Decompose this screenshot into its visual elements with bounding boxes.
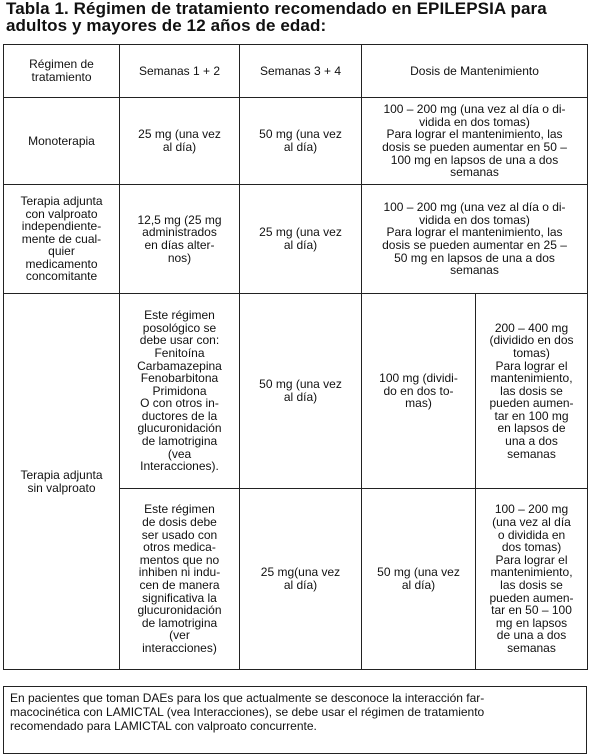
cell-text-line: al día) xyxy=(401,578,436,592)
cell-text xyxy=(7,469,116,494)
cell-text xyxy=(243,378,358,403)
cell-text-line: glucuronidación xyxy=(137,603,222,618)
footnote-line: macocinética con LAMICTAL (vea Interacciones), se debe usar el régimen de tratamiento xyxy=(10,705,485,719)
cell-maintenance xyxy=(362,185,588,294)
cell-text-line: (una vez al día xyxy=(492,515,571,530)
cell-text-line: significativa la xyxy=(142,590,217,605)
cell-text xyxy=(123,309,236,473)
cell-text-line: al día) xyxy=(283,390,318,404)
cell-text-line: dosis se pueden aumentar en 25 – xyxy=(382,238,567,252)
cell-text-line: inhiben ni indu- xyxy=(138,565,221,580)
cell-weeks-3-4 xyxy=(240,98,362,185)
cell-regimen xyxy=(4,294,120,670)
cell-text-line: tar en 100 mg xyxy=(494,408,569,423)
header-regimen-line: Régimen de xyxy=(29,57,94,72)
cell-maintenance-initial xyxy=(362,294,476,489)
dosing-table xyxy=(3,44,588,670)
cell-maintenance xyxy=(362,98,588,185)
cell-text-line: Para lograr el mantenimiento, las xyxy=(386,127,563,142)
cell-text-line: otros medica- xyxy=(143,540,216,555)
cell-weeks-1-2 xyxy=(120,185,240,294)
cell-text-line: dosis se pueden aumentar en 50 – xyxy=(382,140,567,154)
cell-text-line: con valproato xyxy=(25,206,98,221)
cell-text-line: semanas xyxy=(507,446,556,461)
cell-text-line: 100 – 200 mg (una vez al día o di- xyxy=(383,102,566,117)
cell-text-line: tar en 50 – 100 xyxy=(491,603,572,618)
cell-text-line: vidida en dos tomas) xyxy=(419,114,530,129)
cell-regimen xyxy=(4,98,120,185)
cell-text-line: (ver xyxy=(169,628,190,643)
cell-text xyxy=(123,503,236,654)
title-line-2: adultos y mayores de 12 años de edad: xyxy=(6,16,327,35)
cell-text-line: 25 mg (una vez xyxy=(259,225,342,240)
cell-text xyxy=(243,226,358,251)
cell-text xyxy=(7,195,116,283)
cell-text-line: semanas xyxy=(450,263,499,278)
cell-text-line: mg en lapsos xyxy=(495,615,568,630)
cell-text-line: al día) xyxy=(162,140,197,154)
cell-regimen xyxy=(4,185,120,294)
cell-text-line: al día) xyxy=(283,238,318,252)
cell-text-line: tomas) xyxy=(513,345,550,360)
cell-text-line: 50 mg (una vez xyxy=(377,565,460,580)
cell-text-line: Terapia adjunta xyxy=(20,193,103,208)
cell-text-line: dos tomas) xyxy=(501,540,562,555)
cell-text-line: en lapsos de xyxy=(497,421,566,436)
cell-text-line: medicamento xyxy=(25,256,98,271)
header-weeks-3-4: Semanas 3 + 4 xyxy=(240,45,362,98)
cell-text-line: 50 mg (una vez xyxy=(259,377,342,392)
header-maintenance: Dosis de Mantenimiento xyxy=(362,45,588,98)
cell-text-line: 25 mg(una vez xyxy=(260,565,341,580)
cell-text-line: pueden aumen- xyxy=(489,590,574,605)
cell-weeks-1-2 xyxy=(120,489,240,670)
cell-maintenance-range xyxy=(476,489,588,670)
cell-text-line: Para lograr el xyxy=(495,552,568,567)
cell-text-line: quier xyxy=(48,244,75,259)
cell-text-line: ductores de la xyxy=(141,408,218,423)
cell-text-line: semanas xyxy=(450,165,499,180)
cell-text-line: cen de manera xyxy=(139,578,220,592)
cell-text-line: 100 mg en lapsos de una a dos xyxy=(390,152,559,167)
cell-text-line: Para lograr el mantenimiento, las xyxy=(386,225,563,240)
cell-text-line: mas) xyxy=(405,396,432,411)
header-row xyxy=(4,45,588,98)
cell-text xyxy=(365,372,472,410)
cell-text xyxy=(479,322,584,461)
cell-text-line: de una a dos xyxy=(496,628,567,643)
cell-weeks-1-2 xyxy=(120,98,240,185)
cell-text-line: de lamotrigina xyxy=(141,434,218,449)
header-weeks-1-2: Semanas 1 + 2 xyxy=(120,45,240,98)
cell-text xyxy=(365,566,472,591)
footnote-line: En pacientes que toman DAEs para los que actualmente se desconoce la interacción far- xyxy=(10,691,485,705)
cell-text-line: sin valproato xyxy=(27,480,96,495)
cell-text-line: de dosis debe xyxy=(142,515,217,530)
table-row xyxy=(4,185,588,294)
cell-text-line: Primidona xyxy=(152,383,207,398)
cell-text-line: debe usar con: xyxy=(139,333,220,348)
cell-text xyxy=(365,201,584,277)
cell-text-line: Carbamazepina xyxy=(137,358,222,373)
table-row xyxy=(4,98,588,185)
cell-text xyxy=(479,503,584,654)
cell-text-line: do en dos to- xyxy=(383,383,454,398)
header-regimen-line: tratamiento xyxy=(31,70,92,84)
cell-text-line: administrados xyxy=(142,225,217,240)
cell-text xyxy=(243,566,358,591)
cell-text-line: las dosis se xyxy=(500,578,563,592)
cell-text-line: en días alter- xyxy=(144,238,215,252)
cell-maintenance-range xyxy=(476,294,588,489)
table-title xyxy=(6,0,586,34)
cell-text-line: Interacciones). xyxy=(140,459,219,474)
cell-text xyxy=(243,128,358,153)
cell-text-line: una a dos xyxy=(505,434,558,449)
header-regimen xyxy=(4,45,120,98)
cell-text-line: 100 mg (dividi- xyxy=(379,371,458,386)
cell-text-line: Este régimen xyxy=(144,502,215,517)
cell-text-line: mantenimiento, xyxy=(490,371,573,386)
cell-text xyxy=(123,128,236,153)
footnote-line: recomendado para LAMICTAL con valproato concurrente. xyxy=(10,719,317,733)
cell-weeks-1-2 xyxy=(120,294,240,489)
cell-text-line: 100 – 200 mg (una vez al día o di- xyxy=(383,200,566,215)
cell-text-line: independiente- xyxy=(21,219,102,234)
cell-text-line: O con otros in- xyxy=(140,396,219,411)
cell-weeks-3-4 xyxy=(240,294,362,489)
cell-text-line: o dividida en xyxy=(497,527,566,542)
cell-text-line: las dosis se xyxy=(500,383,563,398)
cell-weeks-3-4 xyxy=(240,185,362,294)
cell-text-line: Fenobarbitona xyxy=(140,371,219,386)
cell-text xyxy=(123,214,236,264)
cell-text-line: Fenitoína xyxy=(154,345,205,360)
cell-text-line: semanas xyxy=(507,640,556,655)
cell-text-line: (vea xyxy=(167,446,192,461)
cell-text-line: Este régimen xyxy=(144,308,215,323)
cell-text-line: ser usado con xyxy=(141,527,218,542)
cell-text-line: mente de cual- xyxy=(21,231,102,246)
cell-text-line: nos) xyxy=(167,250,192,265)
cell-text-line: 50 mg en lapsos de una a dos xyxy=(394,250,555,265)
cell-text-line: glucuronidación xyxy=(137,421,222,436)
cell-text-line: 200 – 400 mg xyxy=(494,320,569,335)
cell-text-line: (dividido en dos xyxy=(489,333,574,348)
cell-text-line: 100 – 200 mg xyxy=(494,502,569,517)
cell-text-line: Monoterapia xyxy=(28,133,95,148)
cell-weeks-3-4 xyxy=(240,489,362,670)
cell-text-line: al día) xyxy=(283,578,318,592)
cell-text xyxy=(365,103,584,179)
cell-text-line: interacciones) xyxy=(142,640,217,655)
table-row xyxy=(4,294,588,489)
cell-text-line: pueden aumen- xyxy=(489,396,574,411)
title-line-1: Tabla 1. Régimen de tratamiento recomendado en EPILEPSIA para xyxy=(6,0,547,18)
cell-maintenance-initial xyxy=(362,489,476,670)
cell-text-line: 12,5 mg (25 mg xyxy=(137,212,222,227)
cell-text-line: posológico se xyxy=(142,320,217,335)
cell-text-line: vidida en dos tomas) xyxy=(419,212,530,227)
cell-text-line: mentos que no xyxy=(139,552,220,567)
cell-text-line: de lamotrigina xyxy=(141,615,218,630)
cell-text-line: concomitante xyxy=(25,269,98,284)
cell-text-line: 25 mg (una vez xyxy=(138,127,221,142)
cell-text xyxy=(7,135,116,148)
footnote-box xyxy=(3,686,587,754)
cell-text-line: Terapia adjunta xyxy=(20,467,103,482)
cell-text-line: Para lograr el xyxy=(495,358,568,373)
cell-text-line: 50 mg (una vez xyxy=(259,127,342,142)
cell-text-line: al día) xyxy=(283,140,318,154)
cell-text-line: mantenimiento, xyxy=(490,565,573,580)
